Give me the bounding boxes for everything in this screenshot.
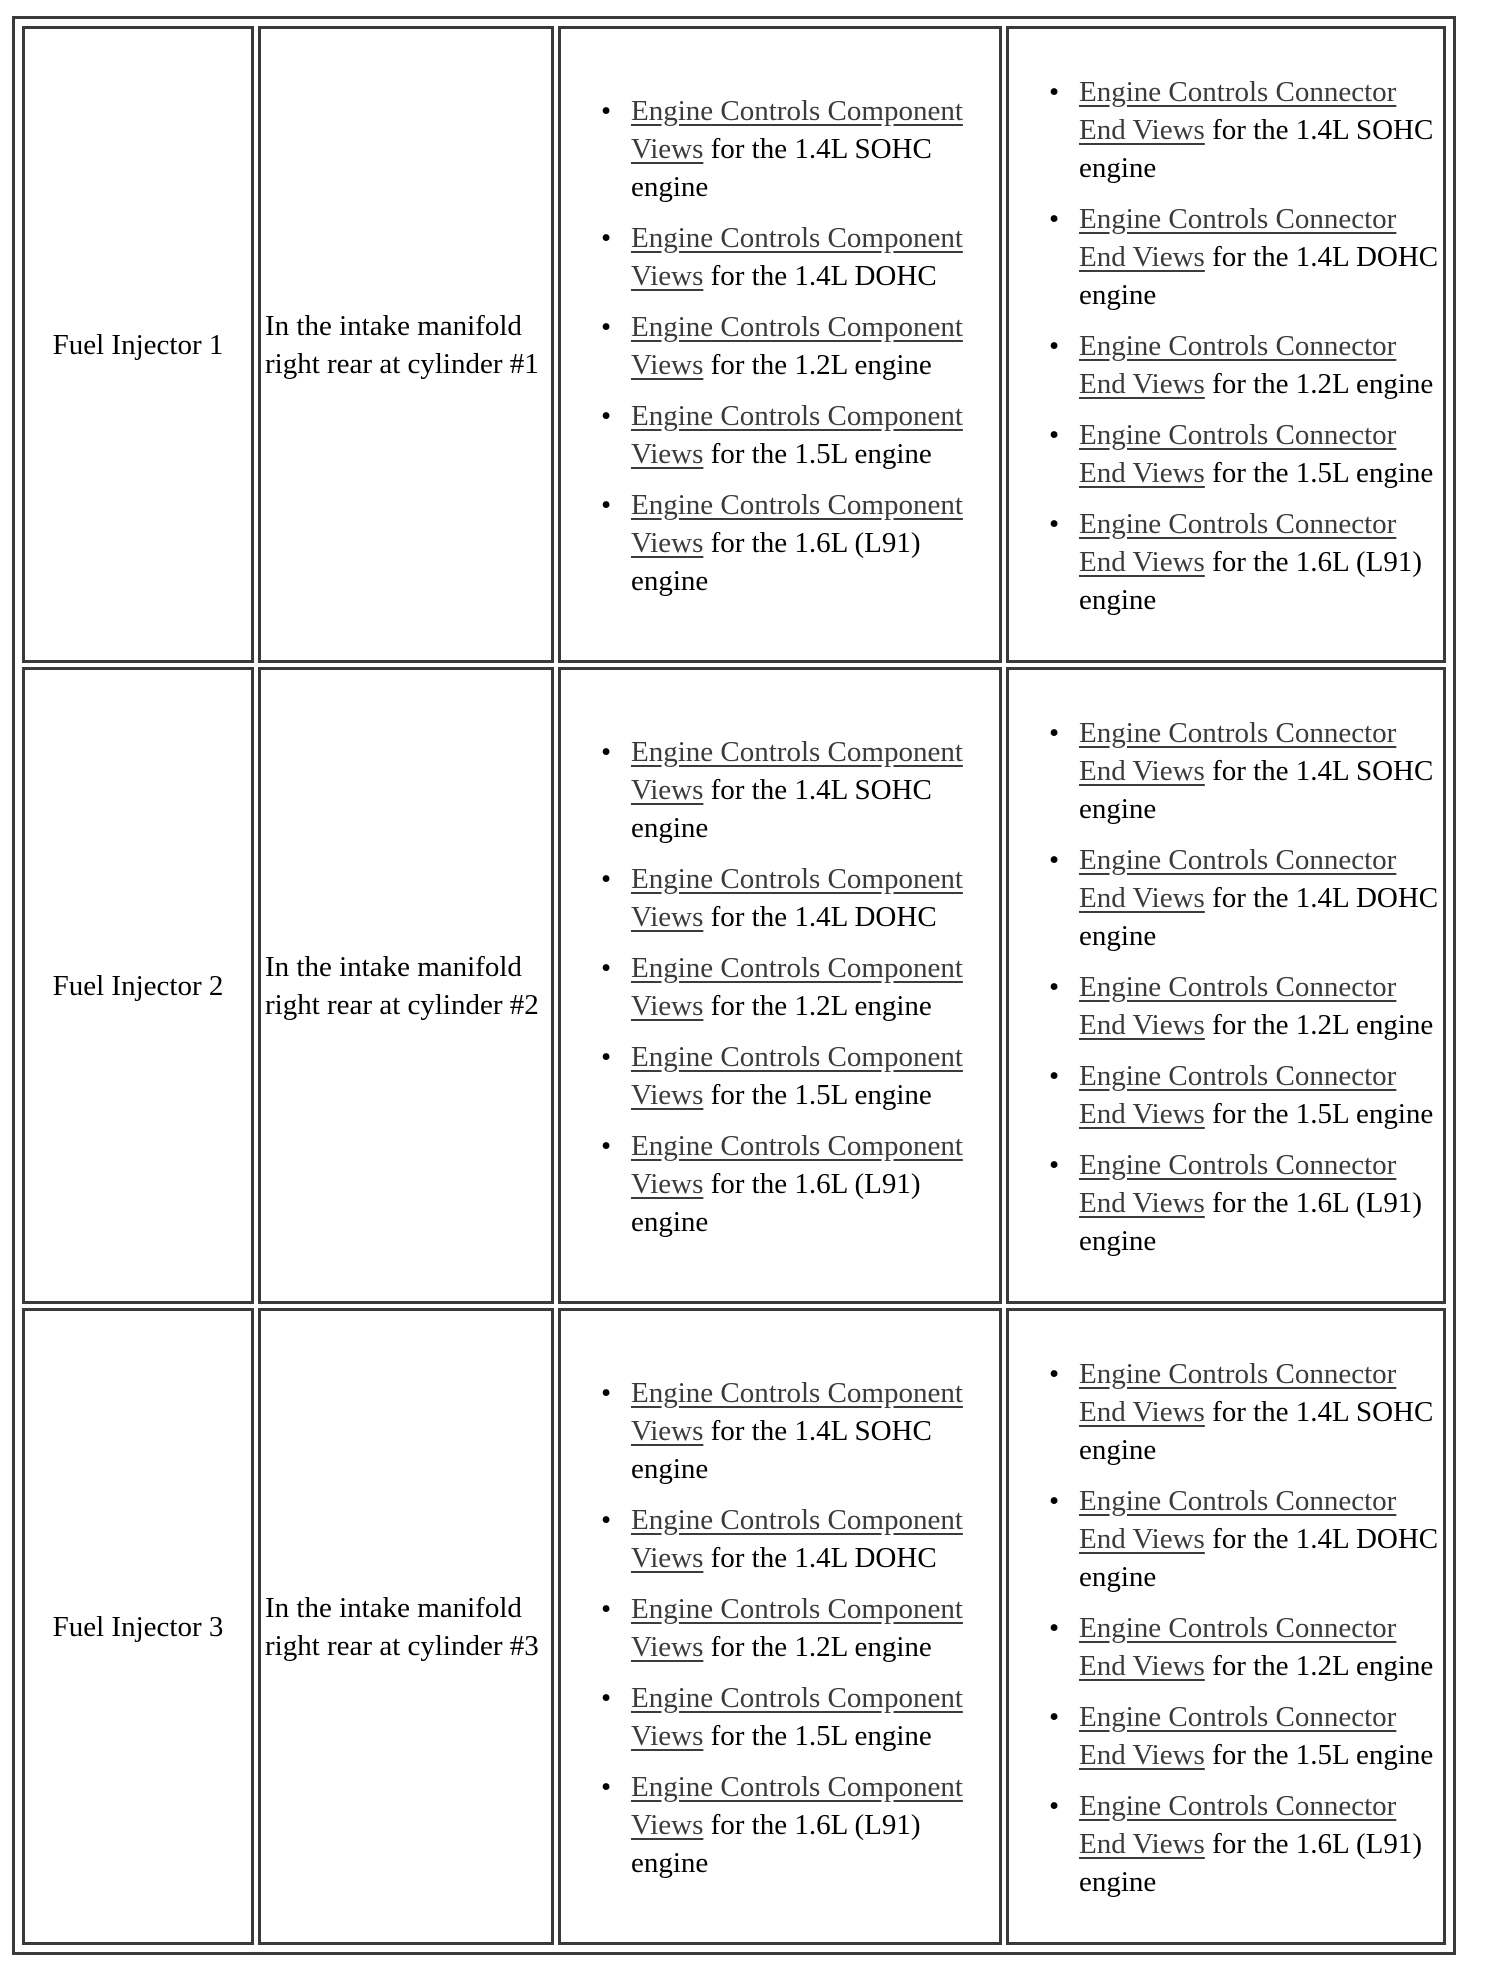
link-suffix: for the 1.4L DOHC bbox=[710, 1541, 937, 1574]
list-item bbox=[601, 92, 995, 206]
list-item bbox=[1049, 968, 1439, 1044]
link-suffix: for the 1.4L DOHC engine bbox=[1079, 881, 1439, 952]
bullet-icon: • bbox=[1049, 1357, 1060, 1390]
bullet-icon: • bbox=[601, 94, 612, 127]
component-name-cell: Fuel Injector 1 bbox=[22, 26, 254, 663]
component-views-link[interactable]: Engine Controls Component Views bbox=[631, 1040, 963, 1111]
connector-end-views-link[interactable]: Engine Controls Connector End Views bbox=[1079, 970, 1397, 1041]
list-item bbox=[1049, 1609, 1439, 1685]
list-item bbox=[601, 219, 995, 295]
link-suffix: for the 1.6L (L91) engine bbox=[1079, 1827, 1422, 1898]
connector-end-views-link[interactable]: Engine Controls Connector End Views bbox=[1079, 1611, 1397, 1682]
component-views-link[interactable]: Engine Controls Component Views bbox=[631, 1503, 963, 1574]
list-item bbox=[601, 1127, 995, 1241]
link-suffix: for the 1.6L (L91) engine bbox=[631, 1167, 921, 1238]
link-suffix: for the 1.6L (L91) engine bbox=[631, 1808, 921, 1879]
link-suffix: for the 1.4L DOHC engine bbox=[1079, 1522, 1439, 1593]
component-name-cell: Fuel Injector 3 bbox=[22, 1308, 254, 1945]
link-suffix: for the 1.5L engine bbox=[1212, 1738, 1434, 1771]
bullet-icon: • bbox=[1049, 1700, 1060, 1733]
connector-views-list bbox=[1013, 714, 1439, 1260]
link-suffix: for the 1.6L (L91) engine bbox=[1079, 545, 1422, 616]
table-row bbox=[22, 1308, 1446, 1945]
component-views-link[interactable]: Engine Controls Component Views bbox=[631, 735, 963, 806]
component-views-link[interactable]: Engine Controls Component Views bbox=[631, 399, 963, 470]
list-item bbox=[1049, 1787, 1439, 1901]
connector-views-cell bbox=[1006, 667, 1446, 1304]
link-suffix: for the 1.6L (L91) engine bbox=[1079, 1186, 1422, 1257]
bullet-icon: • bbox=[601, 1129, 612, 1162]
link-suffix: for the 1.5L engine bbox=[710, 1719, 932, 1752]
connector-end-views-link[interactable]: Engine Controls Connector End Views bbox=[1079, 202, 1397, 273]
list-item bbox=[601, 486, 995, 600]
list-item bbox=[601, 949, 995, 1025]
bullet-icon: • bbox=[1049, 716, 1060, 749]
bullet-icon: • bbox=[601, 1681, 612, 1714]
list-item bbox=[601, 1590, 995, 1666]
list-item bbox=[1049, 416, 1439, 492]
location-cell: In the intake manifold right rear at cylinder #3 bbox=[258, 1308, 554, 1945]
table-row bbox=[22, 26, 1446, 663]
list-item bbox=[601, 1374, 995, 1488]
bullet-icon: • bbox=[1049, 1484, 1060, 1517]
bullet-icon: • bbox=[601, 1040, 612, 1073]
list-item bbox=[1049, 1057, 1439, 1133]
link-suffix: for the 1.5L engine bbox=[1212, 456, 1434, 489]
list-item bbox=[601, 1038, 995, 1114]
bullet-icon: • bbox=[601, 951, 612, 984]
bullet-icon: • bbox=[1049, 1789, 1060, 1822]
link-suffix: for the 1.4L SOHC engine bbox=[1079, 113, 1434, 184]
list-item bbox=[601, 1768, 995, 1882]
link-suffix: for the 1.4L SOHC engine bbox=[631, 1414, 932, 1485]
connector-views-cell bbox=[1006, 26, 1446, 663]
component-views-link[interactable]: Engine Controls Component Views bbox=[631, 310, 963, 381]
bullet-icon: • bbox=[601, 1503, 612, 1536]
component-locator-table bbox=[18, 22, 1450, 1949]
connector-end-views-link[interactable]: Engine Controls Connector End Views bbox=[1079, 843, 1397, 914]
list-item bbox=[1049, 1355, 1439, 1469]
list-item bbox=[1049, 1146, 1439, 1260]
list-item bbox=[1049, 714, 1439, 828]
bullet-icon: • bbox=[601, 735, 612, 768]
list-item bbox=[1049, 200, 1439, 314]
component-views-cell bbox=[558, 1308, 1002, 1945]
bullet-icon: • bbox=[1049, 970, 1060, 1003]
connector-end-views-link[interactable]: Engine Controls Connector End Views bbox=[1079, 1059, 1397, 1130]
bullet-icon: • bbox=[601, 862, 612, 895]
link-suffix: for the 1.2L engine bbox=[1212, 1649, 1434, 1682]
component-views-link[interactable]: Engine Controls Component Views bbox=[631, 1376, 963, 1447]
list-item bbox=[601, 733, 995, 847]
link-suffix: for the 1.5L engine bbox=[710, 437, 932, 470]
list-item bbox=[1049, 1482, 1439, 1596]
link-suffix: for the 1.5L engine bbox=[1212, 1097, 1434, 1130]
component-views-list bbox=[565, 92, 995, 600]
component-name-cell: Fuel Injector 2 bbox=[22, 667, 254, 1304]
connector-end-views-link[interactable]: Engine Controls Connector End Views bbox=[1079, 418, 1397, 489]
component-views-link[interactable]: Engine Controls Component Views bbox=[631, 94, 963, 165]
location-cell: In the intake manifold right rear at cylinder #1 bbox=[258, 26, 554, 663]
list-item bbox=[1049, 505, 1439, 619]
list-item bbox=[1049, 327, 1439, 403]
link-suffix: for the 1.2L engine bbox=[710, 348, 932, 381]
link-suffix: for the 1.4L DOHC bbox=[710, 900, 937, 933]
bullet-icon: • bbox=[601, 488, 612, 521]
bullet-icon: • bbox=[601, 399, 612, 432]
connector-views-list bbox=[1013, 73, 1439, 619]
component-views-link[interactable]: Engine Controls Component Views bbox=[631, 862, 963, 933]
list-item bbox=[1049, 1698, 1439, 1774]
bullet-icon: • bbox=[1049, 1059, 1060, 1092]
link-suffix: for the 1.4L SOHC engine bbox=[1079, 1395, 1434, 1466]
bullet-icon: • bbox=[1049, 418, 1060, 451]
component-views-link[interactable]: Engine Controls Component Views bbox=[631, 1681, 963, 1752]
bullet-icon: • bbox=[1049, 1611, 1060, 1644]
bullet-icon: • bbox=[601, 310, 612, 343]
bullet-icon: • bbox=[601, 221, 612, 254]
component-views-cell bbox=[558, 26, 1002, 663]
link-suffix: for the 1.4L SOHC engine bbox=[631, 773, 932, 844]
connector-end-views-link[interactable]: Engine Controls Connector End Views bbox=[1079, 507, 1397, 578]
connector-end-views-link[interactable]: Engine Controls Connector End Views bbox=[1079, 75, 1397, 146]
component-views-link[interactable]: Engine Controls Component Views bbox=[631, 221, 963, 292]
bullet-icon: • bbox=[1049, 507, 1060, 540]
connector-end-views-link[interactable]: Engine Controls Connector End Views bbox=[1079, 1789, 1397, 1860]
bullet-icon: • bbox=[601, 1770, 612, 1803]
component-locator-table-frame bbox=[12, 16, 1456, 1955]
component-views-link[interactable]: Engine Controls Component Views bbox=[631, 488, 963, 559]
connector-end-views-link[interactable]: Engine Controls Connector End Views bbox=[1079, 1484, 1397, 1555]
connector-end-views-link[interactable]: Engine Controls Connector End Views bbox=[1079, 716, 1397, 787]
component-views-link[interactable]: Engine Controls Component Views bbox=[631, 1592, 963, 1663]
component-views-link[interactable]: Engine Controls Component Views bbox=[631, 951, 963, 1022]
list-item bbox=[601, 397, 995, 473]
table-body bbox=[22, 26, 1446, 1945]
list-item bbox=[601, 308, 995, 384]
link-suffix: for the 1.4L SOHC engine bbox=[631, 132, 932, 203]
link-suffix: for the 1.5L engine bbox=[710, 1078, 932, 1111]
connector-views-list bbox=[1013, 1355, 1439, 1901]
table-row bbox=[22, 667, 1446, 1304]
list-item bbox=[601, 860, 995, 936]
component-views-cell bbox=[558, 667, 1002, 1304]
link-suffix: for the 1.6L (L91) engine bbox=[631, 526, 921, 597]
location-cell: In the intake manifold right rear at cylinder #2 bbox=[258, 667, 554, 1304]
component-views-list bbox=[565, 733, 995, 1241]
link-suffix: for the 1.2L engine bbox=[1212, 367, 1434, 400]
list-item bbox=[1049, 73, 1439, 187]
connector-end-views-link[interactable]: Engine Controls Connector End Views bbox=[1079, 1148, 1397, 1219]
bullet-icon: • bbox=[1049, 1148, 1060, 1181]
link-suffix: for the 1.2L engine bbox=[1212, 1008, 1434, 1041]
link-suffix: for the 1.2L engine bbox=[710, 989, 932, 1022]
connector-end-views-link[interactable]: Engine Controls Connector End Views bbox=[1079, 1357, 1397, 1428]
component-views-link[interactable]: Engine Controls Component Views bbox=[631, 1129, 963, 1200]
connector-end-views-link[interactable]: Engine Controls Connector End Views bbox=[1079, 1700, 1397, 1771]
link-suffix: for the 1.4L SOHC engine bbox=[1079, 754, 1434, 825]
component-views-list bbox=[565, 1374, 995, 1882]
link-suffix: for the 1.4L DOHC bbox=[710, 259, 937, 292]
bullet-icon: • bbox=[601, 1592, 612, 1625]
list-item bbox=[601, 1501, 995, 1577]
component-views-link[interactable]: Engine Controls Component Views bbox=[631, 1770, 963, 1841]
link-suffix: for the 1.4L DOHC engine bbox=[1079, 240, 1439, 311]
bullet-icon: • bbox=[1049, 75, 1060, 108]
list-item bbox=[1049, 841, 1439, 955]
connector-end-views-link[interactable]: Engine Controls Connector End Views bbox=[1079, 329, 1397, 400]
bullet-icon: • bbox=[1049, 843, 1060, 876]
bullet-icon: • bbox=[1049, 329, 1060, 362]
list-item bbox=[601, 1679, 995, 1755]
bullet-icon: • bbox=[601, 1376, 612, 1409]
connector-views-cell bbox=[1006, 1308, 1446, 1945]
bullet-icon: • bbox=[1049, 202, 1060, 235]
link-suffix: for the 1.2L engine bbox=[710, 1630, 932, 1663]
